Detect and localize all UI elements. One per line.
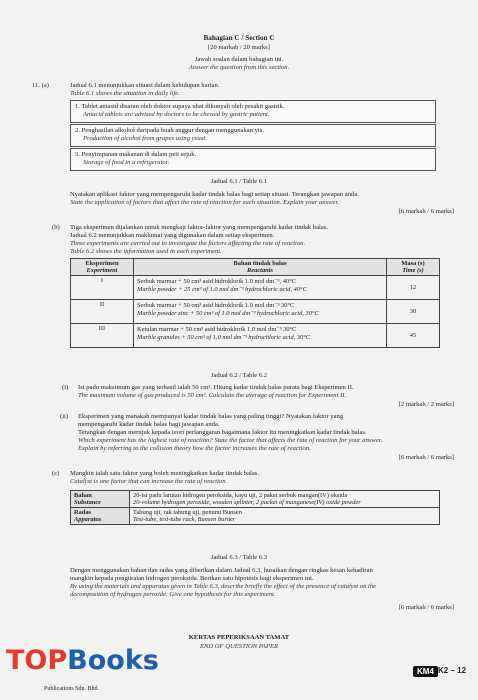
table-6-2-caption: Jadual 6.2 / Table 6.2 [210, 372, 268, 379]
q11b-i-ms: Isi padu maksimum gas yang terhasil ialah 50 cm³. Hitung kadar tindak balas purata bagi Eksperimen II. [78, 384, 354, 391]
table-row: Radas Apparatus Tabung uji, rak tabung uji, penunu Bunsen Test-tube, test-tube rack, Bunsen burner [71, 508, 440, 525]
q11b-label: (b) [52, 224, 60, 231]
page-number: K2 – 12 [438, 666, 467, 675]
q11a-task-en: State the application of factors that affect the rate of reaction for each situation. Explain your answer. [70, 199, 339, 206]
q11b-ii-label: (ii) [60, 413, 69, 420]
table-row: I Serbuk marmar + 50 cm³ asid hidroklorik 1.0 mol dm⁻³, 40°C Marble powder + 25 cm³ of 1.0 mol dm⁻³ hydrochloric acid, 40°C 12 [71, 276, 440, 300]
q11b-ii-en2: Explain by referring to the collision theory how the factor increases the rate of reaction. [78, 445, 311, 452]
q11c-p3: By using the materials and apparatus given in Table 6.3, describe briefly the effect of the presence of catalyst on the [70, 583, 377, 590]
table-row: III Ketulan marmar + 50 cm³ asid hidroklorik 1.0 mol dm⁻³ 30°C Marble granules + 50 cm³ of 1.0 mol dm⁻³ hydrochloric acid, 30°C 45 [71, 324, 440, 348]
q11b-ii-marks: [6 markah / 6 marks] [398, 454, 454, 461]
situation-row-3: 3. Penyimpanan makanan di dalam peti sejuk. Storage of food in a refrigerator. [70, 148, 436, 171]
col-experiment: Eksperimen Experiment [71, 259, 134, 276]
materials-table [70, 490, 440, 525]
q11b-line3: Three experiments are carried out to investigate the factors affecting the rate of reaction. [70, 240, 306, 247]
q11a-intro-en: Table 6.1 shows the situation in daily life. [70, 90, 180, 97]
q11b-ii-en1: Which experiment has the highest rate of reaction? State the factor that affects the rate of reaction for your answer. [78, 437, 383, 444]
q11b-line4: Table 6.2 shows the information used in each experiment. [70, 248, 222, 255]
experiment-table [70, 258, 440, 348]
q11b-ii-ms2: mempengaruhi kadar tindak balas bagi jawapan anda. [78, 421, 220, 428]
q11c-p4: decomposition of hydrogen peroxide. Give one hypothesis for this experiment. [70, 591, 276, 598]
topbooks-logo: TOPBooks [6, 645, 159, 676]
section-title: Bahagian C / Section C [203, 34, 275, 42]
publisher-text: Publications Sdn. Bhd. [44, 686, 100, 692]
q11a-marks: [6 markah / 6 marks] [398, 208, 454, 215]
q11b-ii-ms1: Eksperimen yang manakah mempunyai kadar tindak balas yang paling tinggi? Nyatakan faktor yang [78, 413, 344, 420]
q11c-line2: Catalyst is one factor that can increase the rate of reaction. [70, 478, 228, 485]
q11b-line1: Tiga eksperimen dijalankan untuk mengkaji faktor-faktor yang mempengaruhi kadar tindak balas. [70, 224, 328, 231]
question-number: 11. (a) [32, 82, 49, 89]
instruction-en: Answer the question from this section. [188, 64, 290, 71]
situation-row-2: 2. Penghasilan alkohol daripada buah anggur dengan menggunakan yis. Production of alcohol from grapes using yeast. [70, 124, 436, 147]
q11c-p2: mangkin kepada penguraian hidrogen peroksida. Berikan satu hipotesis bagi eksperimen ini. [70, 575, 314, 582]
table-row: II Serbuk marmar + 50 cm³ asid hidroklorik 1.0 mol dm⁻³ 30°C Marble powder zinc + 50 cm³ of 1.0 mol dm⁻³ hydrochloric acid, 30°C 30 [71, 300, 440, 324]
q11c-marks: [6 markah / 6 marks] [398, 604, 454, 611]
q11c-line1: Mangkin ialah satu faktor yang boleh meningkatkan kadar tindak balas. [70, 470, 259, 477]
situation-row-1: 1. Tablet antasid disaran oleh doktor supaya ubat dikunyah oleh pesakit gastrik. Antacid tablets are advised by doctors to be chewed by gastric patient. [70, 100, 436, 123]
q11b-i-marks: [2 markah / 2 marks] [398, 401, 454, 408]
q11b-i-label: (i) [62, 384, 69, 391]
q11c-p1: Dengan menggunakan bahan dan radas yang diberikan dalam Jadual 6.3, huraikan dengan ringkas kesan kehadiran [70, 567, 373, 574]
table-row: Bahan Substance 20-isi padu larutan hidrogen peroksida, kayu uji, 2 paket serbuk mangan(IV) oksida 20-volume hydrogen peroxide, wooden splinter, 2 packet of manganese(IV) oxide powder [71, 491, 440, 508]
section-marks: [20 markah / 20 marks] [208, 44, 270, 51]
q11b-line2: Jadual 6.2 menunjukkan maklumat yang digunakan dalam setiap eksperimen. [70, 232, 275, 239]
table-6-1-caption: Jadual 6.1 / Table 6.1 [210, 178, 268, 185]
col-time: Masa (s) Time (s) [387, 259, 440, 276]
instruction-ms: Jawab soalan dalam bahagian ini. [194, 56, 284, 63]
q11b-i-en: The maximum volume of gas produced is 50 cm³. Calculate the average of reaction for Experiment II. [78, 392, 347, 399]
q11a-task-ms: Nyatakan aplikasi faktor yang mempengaruhi kadar tindak balas bagi setiap situasi. Terangkan jawapan anda. [70, 191, 359, 198]
end-title-ms: KERTAS PEPERIKSAAN TAMAT [188, 634, 290, 641]
q11b-ii-ms3: Terangkan dengan merujuk kepada teori perlanggaran bagaimana faktor itu meningkatkan kadar tindak balas. [78, 429, 367, 436]
end-title-en: END OF QUESTION PAPER [199, 643, 279, 650]
q11a-intro-ms: Jadual 6.1 menunjukkan situasi dalam kehidupan harian. [70, 82, 220, 89]
q11c-label: (c) [52, 470, 60, 477]
table-6-3-caption: Jadual 6.3 / Table 6.3 [210, 554, 268, 561]
col-reactants: Bahan tindak balas Reactants [134, 259, 387, 276]
km4-badge: KM4 [413, 666, 438, 677]
